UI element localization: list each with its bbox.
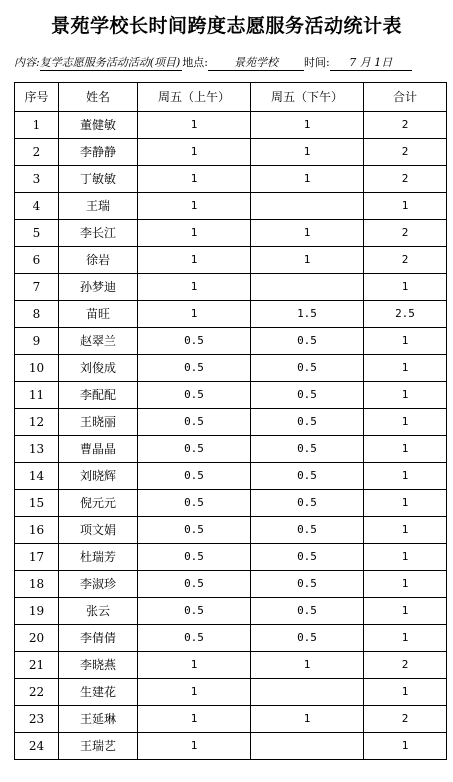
cell-name: 刘俊成 xyxy=(59,355,138,382)
cell-name: 赵翠兰 xyxy=(59,328,138,355)
cell-friday-am: 1 xyxy=(138,679,251,706)
table-row xyxy=(15,193,447,220)
cell-friday-am: 0.5 xyxy=(138,490,251,517)
cell-name: 李静静 xyxy=(59,139,138,166)
time-label: 时间: xyxy=(304,56,330,69)
cell-name: 董健敏 xyxy=(59,112,138,139)
cell-friday-am: 1 xyxy=(138,220,251,247)
table-row xyxy=(15,517,447,544)
cell-total: 1 xyxy=(364,544,447,571)
cell-index: 4 xyxy=(15,193,59,220)
table-row xyxy=(15,598,447,625)
cell-total: 1 xyxy=(364,490,447,517)
cell-friday-pm: 0.5 xyxy=(251,625,364,652)
table-row xyxy=(15,220,447,247)
cell-name: 曹晶晶 xyxy=(59,436,138,463)
cell-friday-am: 0.5 xyxy=(138,625,251,652)
cell-total: 2 xyxy=(364,706,447,733)
cell-friday-pm xyxy=(251,733,364,760)
cell-name: 丁敏敏 xyxy=(59,166,138,193)
cell-total: 1 xyxy=(364,328,447,355)
cell-friday-pm: 0.5 xyxy=(251,355,364,382)
cell-index: 24 xyxy=(15,733,59,760)
cell-friday-am: 1 xyxy=(138,112,251,139)
cell-total: 1 xyxy=(364,382,447,409)
cell-name: 李长江 xyxy=(59,220,138,247)
table-row xyxy=(15,301,447,328)
cell-index: 18 xyxy=(15,571,59,598)
cell-friday-pm: 0.5 xyxy=(251,409,364,436)
cell-index: 14 xyxy=(15,463,59,490)
cell-friday-pm xyxy=(251,193,364,220)
cell-index: 3 xyxy=(15,166,59,193)
cell-total: 1 xyxy=(364,598,447,625)
cell-friday-am: 0.5 xyxy=(138,355,251,382)
table-row xyxy=(15,706,447,733)
cell-index: 15 xyxy=(15,490,59,517)
cell-total: 1 xyxy=(364,463,447,490)
table-row xyxy=(15,328,447,355)
cell-friday-pm: 1 xyxy=(251,706,364,733)
table-row xyxy=(15,139,447,166)
table-row xyxy=(15,733,447,760)
cell-index: 12 xyxy=(15,409,59,436)
cell-friday-am: 1 xyxy=(138,247,251,274)
cell-friday-am: 0.5 xyxy=(138,598,251,625)
cell-friday-am: 0.5 xyxy=(138,544,251,571)
cell-friday-pm: 0.5 xyxy=(251,436,364,463)
cell-total: 1 xyxy=(364,436,447,463)
cell-index: 20 xyxy=(15,625,59,652)
cell-index: 1 xyxy=(15,112,59,139)
cell-total: 2.5 xyxy=(364,301,447,328)
table-row xyxy=(15,382,447,409)
table-row xyxy=(15,544,447,571)
cell-total: 1 xyxy=(364,409,447,436)
cell-friday-pm: 0.5 xyxy=(251,328,364,355)
cell-total: 1 xyxy=(364,517,447,544)
table-row xyxy=(15,112,447,139)
place-value: 景苑学校 xyxy=(208,56,304,71)
cell-name: 李淑珍 xyxy=(59,571,138,598)
cell-friday-am: 1 xyxy=(138,706,251,733)
header-name: 姓名 xyxy=(59,83,138,112)
table-row xyxy=(15,355,447,382)
table-row xyxy=(15,409,447,436)
table-row xyxy=(15,625,447,652)
table-row xyxy=(15,463,447,490)
cell-friday-am: 1 xyxy=(138,166,251,193)
header-index: 序号 xyxy=(15,83,59,112)
cell-friday-pm: 1 xyxy=(251,220,364,247)
cell-friday-pm: 1 xyxy=(251,652,364,679)
cell-friday-pm: 1 xyxy=(251,247,364,274)
cell-total: 1 xyxy=(364,571,447,598)
cell-total: 1 xyxy=(364,193,447,220)
cell-name: 李配配 xyxy=(59,382,138,409)
cell-total: 2 xyxy=(364,220,447,247)
cell-name: 王延琳 xyxy=(59,706,138,733)
cell-friday-am: 0.5 xyxy=(138,382,251,409)
cell-index: 21 xyxy=(15,652,59,679)
table-row xyxy=(15,490,447,517)
cell-name: 王晓丽 xyxy=(59,409,138,436)
cell-friday-am: 1 xyxy=(138,733,251,760)
cell-friday-am: 1 xyxy=(138,139,251,166)
cell-total: 1 xyxy=(364,733,447,760)
cell-friday-am: 0.5 xyxy=(138,571,251,598)
cell-total: 2 xyxy=(364,166,447,193)
header-friday-pm: 周五（下午） xyxy=(251,83,364,112)
table-row xyxy=(15,274,447,301)
cell-friday-am: 0.5 xyxy=(138,517,251,544)
table-row xyxy=(15,571,447,598)
table-row xyxy=(15,247,447,274)
cell-total: 1 xyxy=(364,355,447,382)
cell-total: 2 xyxy=(364,112,447,139)
cell-index: 22 xyxy=(15,679,59,706)
cell-name: 王瑞 xyxy=(59,193,138,220)
volunteer-stats-table xyxy=(14,82,447,760)
cell-friday-pm: 0.5 xyxy=(251,544,364,571)
cell-friday-am: 0.5 xyxy=(138,436,251,463)
page-title: 景苑学校长时间跨度志愿服务活动统计表 xyxy=(50,15,402,37)
content-label: 内容: xyxy=(14,56,40,69)
cell-total: 2 xyxy=(364,652,447,679)
cell-friday-pm: 0.5 xyxy=(251,382,364,409)
place-label: 地点: xyxy=(182,56,209,69)
cell-index: 13 xyxy=(15,436,59,463)
cell-friday-pm: 1 xyxy=(251,112,364,139)
cell-total: 2 xyxy=(364,247,447,274)
cell-friday-pm: 0.5 xyxy=(251,463,364,490)
table-row xyxy=(15,679,447,706)
cell-friday-pm: 0.5 xyxy=(251,490,364,517)
cell-friday-pm: 0.5 xyxy=(251,598,364,625)
cell-name: 项文娟 xyxy=(59,517,138,544)
cell-index: 7 xyxy=(15,274,59,301)
cell-index: 2 xyxy=(15,139,59,166)
cell-friday-pm: 0.5 xyxy=(251,517,364,544)
cell-friday-am: 1 xyxy=(138,274,251,301)
cell-name: 张云 xyxy=(59,598,138,625)
cell-friday-am: 0.5 xyxy=(138,328,251,355)
cell-total: 1 xyxy=(364,679,447,706)
cell-friday-am: 1 xyxy=(138,193,251,220)
cell-friday-am: 1 xyxy=(138,301,251,328)
cell-index: 6 xyxy=(15,247,59,274)
content-value: 复学志愿服务活动活动(项目) xyxy=(39,56,181,69)
table-row xyxy=(15,166,447,193)
cell-friday-am: 0.5 xyxy=(138,463,251,490)
cell-friday-pm: 1.5 xyxy=(251,301,364,328)
cell-index: 5 xyxy=(15,220,59,247)
time-value: 7 月 1日 xyxy=(330,56,412,71)
cell-friday-am: 1 xyxy=(138,652,251,679)
cell-name: 李倩倩 xyxy=(59,625,138,652)
table-row xyxy=(15,436,447,463)
cell-name: 刘晓辉 xyxy=(59,463,138,490)
cell-friday-pm: 0.5 xyxy=(251,571,364,598)
cell-total: 1 xyxy=(364,625,447,652)
cell-name: 杜瑞芳 xyxy=(59,544,138,571)
cell-friday-pm xyxy=(251,679,364,706)
activity-meta-line xyxy=(14,56,444,72)
cell-name: 生建花 xyxy=(59,679,138,706)
cell-index: 23 xyxy=(15,706,59,733)
cell-index: 11 xyxy=(15,382,59,409)
cell-index: 9 xyxy=(15,328,59,355)
cell-total: 1 xyxy=(364,274,447,301)
table-header-row xyxy=(15,83,447,112)
table-body xyxy=(15,112,447,760)
cell-name: 王瑞艺 xyxy=(59,733,138,760)
cell-index: 19 xyxy=(15,598,59,625)
cell-index: 17 xyxy=(15,544,59,571)
cell-friday-pm xyxy=(251,274,364,301)
cell-name: 孙梦迪 xyxy=(59,274,138,301)
cell-name: 苗旺 xyxy=(59,301,138,328)
header-friday-am: 周五（上午） xyxy=(138,83,251,112)
cell-name: 李晓燕 xyxy=(59,652,138,679)
table-row xyxy=(15,652,447,679)
cell-friday-pm: 1 xyxy=(251,166,364,193)
cell-friday-pm: 1 xyxy=(251,139,364,166)
cell-total: 2 xyxy=(364,139,447,166)
header-total: 合计 xyxy=(364,83,447,112)
cell-index: 16 xyxy=(15,517,59,544)
cell-index: 10 xyxy=(15,355,59,382)
cell-name: 徐岩 xyxy=(59,247,138,274)
cell-index: 8 xyxy=(15,301,59,328)
cell-friday-am: 0.5 xyxy=(138,409,251,436)
cell-name: 倪元元 xyxy=(59,490,138,517)
